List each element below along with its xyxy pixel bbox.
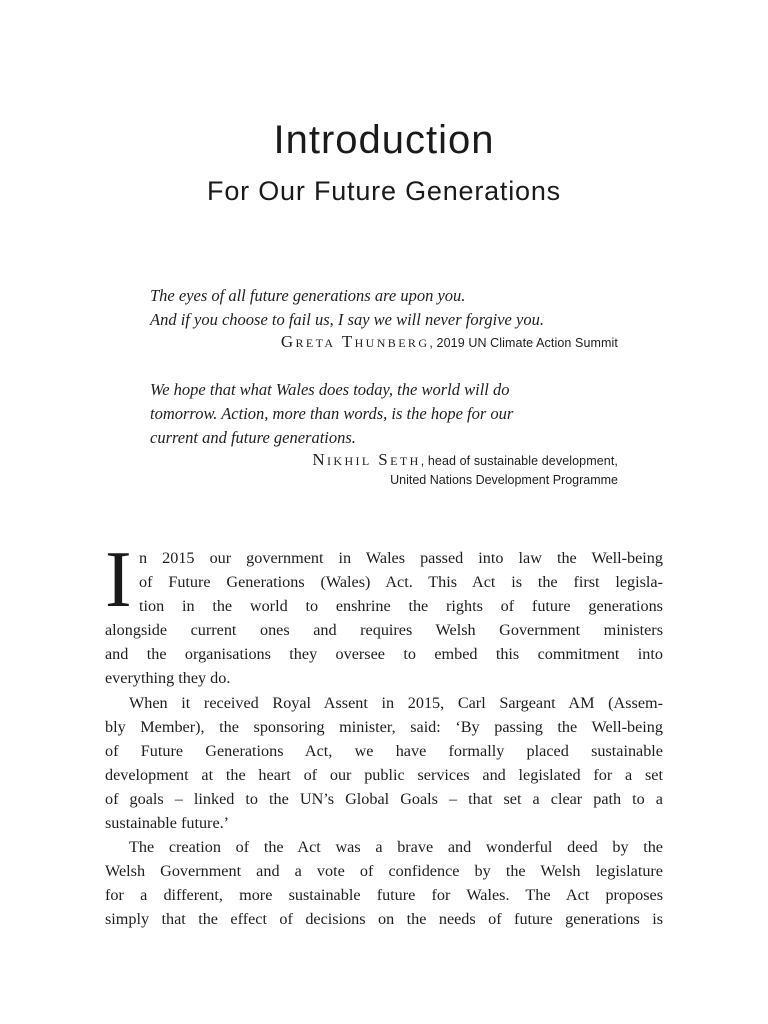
- body-line: of Future Generations Act, we have formally placed sustainable: [105, 741, 663, 760]
- epigraph-line: current and future generations.: [150, 428, 356, 447]
- body-line: tion in the world to enshrine the rights of future generations: [139, 597, 663, 616]
- body-line: simply that the effect of decisions on the needs of future generations is: [105, 910, 663, 929]
- epigraph-seth: [150, 378, 618, 489]
- body-line: The creation of the Act was a brave and wonderful deed by the: [129, 838, 663, 857]
- epigraph-attribution: [150, 450, 618, 471]
- epigraph-author: Nikhil Seth: [312, 450, 421, 469]
- chapter-title: Introduction: [273, 118, 495, 162]
- body-line: n 2015 our government in Wales passed into law the Well-being: [139, 549, 663, 567]
- body-line: When it received Royal Assent in 2015, Carl Sargeant AM (Assem-: [129, 693, 663, 712]
- body-line: everything they do.: [105, 669, 231, 688]
- body-line: bly Member), the sponsoring minister, said: ‘By passing the Well-being: [105, 717, 663, 736]
- epigraph-attribution: [150, 332, 618, 353]
- epigraph-author-role: , head of sustainable development,: [420, 454, 618, 468]
- epigraph-line: And if you choose to fail us, I say we will never forgive you.: [150, 310, 544, 329]
- body-line: for a different, more sustainable future for Wales. The Act proposes: [105, 886, 663, 905]
- body-line: of Future Generations (Wales) Act. This Act is the first legisla-: [139, 573, 663, 592]
- body-line: Welsh Government and a vote of confidence by the Welsh legislature: [105, 862, 663, 881]
- epigraph-thunberg: [150, 284, 618, 353]
- body-line: and the organisations they oversee to embed this commitment into: [105, 645, 663, 664]
- body-line: alongside current ones and requires Welsh Government ministers: [105, 621, 663, 640]
- epigraph-author-role: , 2019 UN Climate Action Summit: [429, 336, 618, 350]
- body-line: of goals – linked to the UN’s Global Goals – that set a clear path to a: [105, 789, 663, 808]
- epigraph-line: The eyes of all future generations are upon you.: [150, 286, 466, 305]
- epigraph-author-role-continued: United Nations Development Programme: [390, 473, 618, 487]
- body-line: development at the heart of our public services and legislated for a set: [105, 765, 663, 784]
- epigraph-author: Greta Thunberg: [280, 332, 430, 351]
- drop-cap: I: [105, 536, 132, 624]
- body-line: sustainable future.’: [105, 814, 230, 833]
- body-text: [105, 536, 663, 932]
- epigraph-line: We hope that what Wales does today, the world will do: [150, 380, 510, 399]
- epigraph-line: tomorrow. Action, more than words, is the hope for our: [150, 404, 514, 423]
- chapter-subtitle: For Our Future Generations: [207, 176, 561, 206]
